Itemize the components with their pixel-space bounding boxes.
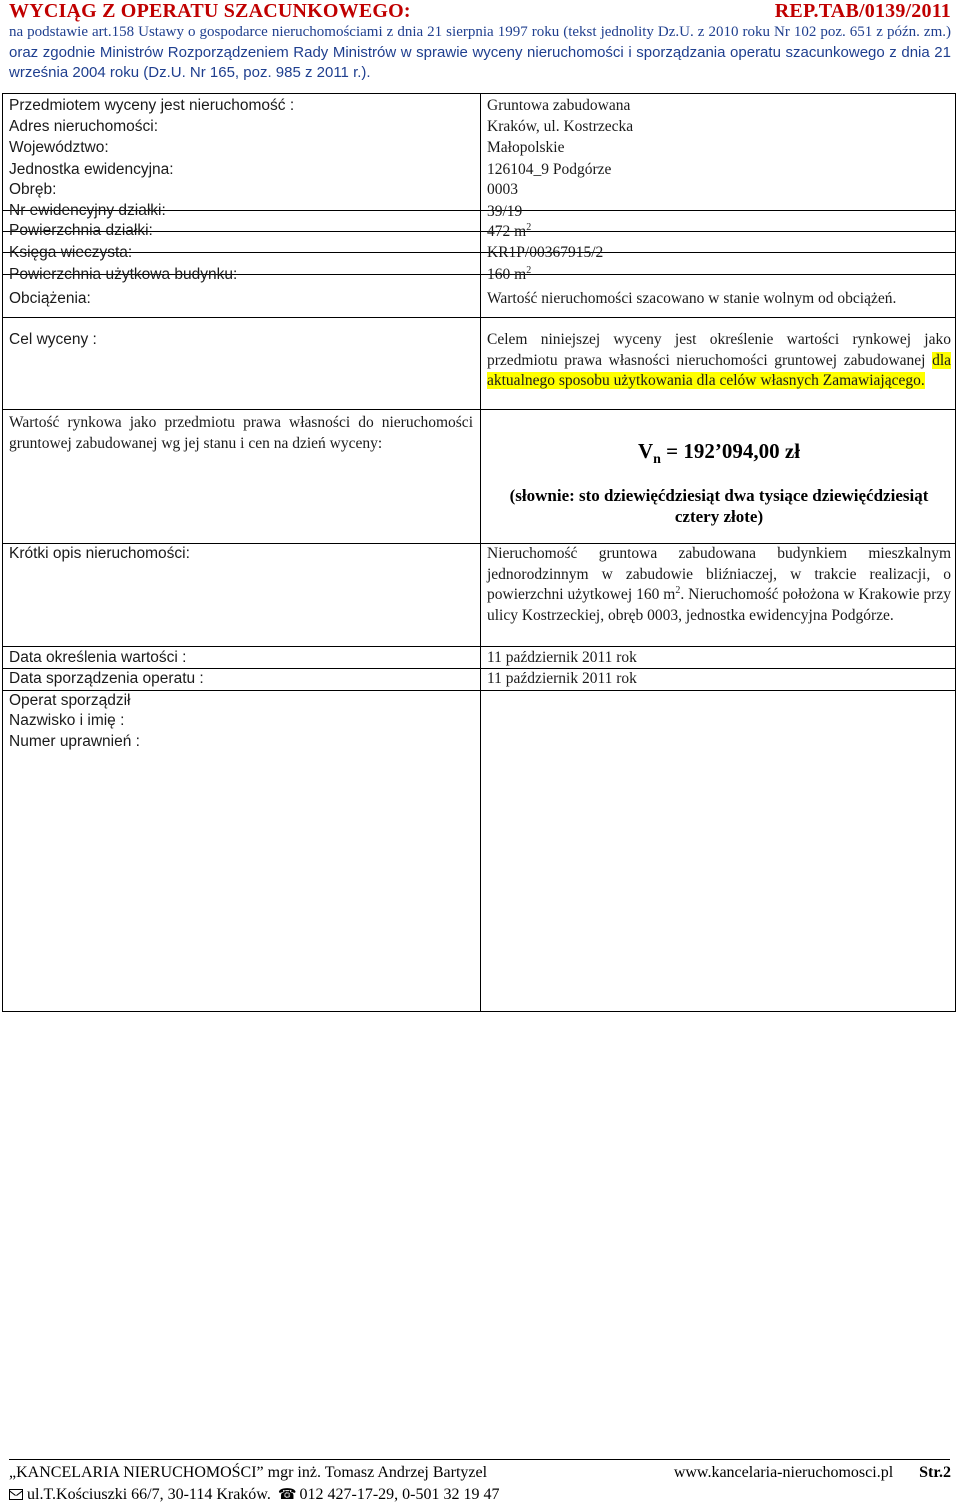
- row-divider: [3, 690, 955, 691]
- precinct-label: Obręb:: [9, 181, 57, 198]
- name-label: Nazwisko i imię :: [9, 712, 125, 729]
- prepared-by-label: Operat sporządził: [9, 692, 131, 709]
- subject-value: Gruntowa zabudowana: [487, 97, 631, 114]
- legal-basis: [9, 23, 951, 84]
- website-link[interactable]: www.kancelaria-nieruchomosci.pl: [673, 1464, 894, 1481]
- row-divider: [3, 409, 955, 410]
- encumbrances-label: Obciążenia:: [9, 290, 91, 307]
- market-value-label: Wartość rynkowa jako przedmiotu prawa własności do nieruchomości gruntowej zabudowanej wg jej stanu i cen na dzień wyceny:: [9, 414, 473, 452]
- document-header: [9, 0, 951, 84]
- footer-office-row: [9, 1462, 951, 1484]
- report-date-value: 11 październik 2011 rok: [487, 670, 637, 687]
- usable-area-number: 160 m: [487, 266, 527, 283]
- plot-area-value: [487, 222, 531, 243]
- market-value-subscript: n: [653, 452, 661, 468]
- voivodeship-label: Województwo:: [9, 139, 109, 156]
- phone-icon: ☎: [277, 1487, 297, 1503]
- precinct-value: 0003: [487, 181, 518, 198]
- license-label: Numer uprawnień :: [9, 733, 140, 750]
- valuation-date-label: Data określenia wartości :: [9, 649, 187, 666]
- office-address: ul.T.Kościuszki 66/7, 30-114 Kraków.: [27, 1486, 271, 1503]
- legal-basis-part2: oraz zgodnie Ministrów Rozporządzeniem Rady Ministrów w sprawie wyceny nieruchomości i sporządzania operatu szacunkowego z dnia 21 września 2004 roku (Dz.U. Nr 165, poz. 985 z 2011 r.).: [9, 43, 951, 81]
- report-date-label: Data sporządzenia operatu :: [9, 670, 204, 687]
- purpose-highlight: dla aktualnego sposobu użytkowania dla celów własnych Zamawiającego.: [487, 351, 951, 389]
- legal-basis-part1: na podstawie art.158 Ustawy o gospodarce nieruchomościami z dnia 21 sierpnia 1997 roku (tekst jednolity Dz.U. z 2010 roku Nr 102 poz. 651 z późn. zm.): [9, 24, 951, 40]
- usable-area-label: Powierzchnia użytkowa budynku:: [9, 266, 238, 283]
- market-value-in-words: (słownie: sto dziewięćdziesiąt dwa tysiące dziewięćdziesiąt cztery złote): [509, 486, 929, 527]
- encumbrances-value: Wartość nieruchomości szacowano w stanie wolnym od obciążeń.: [487, 290, 897, 307]
- plot-area-unit-exponent: 2: [526, 221, 532, 233]
- office-phones: 012 427-17-29, 0-501 32 19 47: [299, 1486, 500, 1503]
- valuation-date-value: 11 październik 2011 rok: [487, 649, 637, 666]
- market-value-amount: [487, 438, 951, 473]
- plot-area-number: 472 m: [487, 223, 527, 240]
- purpose-label: Cel wyceny :: [9, 331, 97, 348]
- usable-area-value: [487, 265, 531, 286]
- page-number: Str.2: [919, 1464, 951, 1481]
- footer-divider: [9, 1459, 950, 1460]
- mail-icon: [9, 1489, 23, 1500]
- plot-number-label: Nr ewidencyjny działki:: [9, 202, 166, 219]
- description-value: [487, 544, 951, 626]
- row-divider: [3, 646, 955, 647]
- office-name: „KANCELARIA NIERUCHOMOŚCI” mgr inż. Tomasz Andrzej Bartyzel: [9, 1464, 488, 1481]
- market-value-number: = 192’094,00 zł: [660, 439, 801, 463]
- footer-contact-row: [9, 1484, 951, 1506]
- valuation-summary-table: [2, 93, 956, 1012]
- header-title-row: [9, 0, 951, 22]
- market-value-symbol: V: [637, 439, 654, 463]
- land-register-label: Księga wieczysta:: [9, 244, 133, 261]
- land-register-value: KR1P/00367915/2: [487, 244, 604, 261]
- description-label: Krótki opis nieruchomości:: [9, 545, 190, 562]
- row-divider: [3, 317, 955, 318]
- unit-label: Jednostka ewidencyjna:: [9, 161, 174, 178]
- description-text: Nieruchomość gruntowa zabudowana budynkiem mieszkalnym jednorodzinnym w zabudowie bliźniaczej, w trakcie realizacji, o powierzchni użytkowej 160 m: [487, 545, 951, 603]
- subject-label: Przedmiotem wyceny jest nieruchomość :: [9, 97, 295, 114]
- purpose-value: [487, 330, 951, 392]
- document-title: WYCIĄG Z OPERATU SZACUNKOWEGO:: [9, 0, 411, 22]
- voivodeship-value: Małopolskie: [487, 139, 565, 156]
- row-divider: [3, 252, 955, 253]
- market-value: [487, 438, 951, 527]
- address-value: Kraków, ul. Kostrzecka: [487, 118, 634, 135]
- report-reference: REP.TAB/0139/2011: [774, 0, 951, 22]
- plot-area-label: Powierzchnia działki:: [9, 222, 153, 239]
- usable-area-unit-exponent: 2: [526, 264, 532, 276]
- unit-value: 126104_9 Podgórze: [487, 161, 612, 178]
- description-text-cont: . Nieruchomość położona w Krakowie przy ulicy Kostrzeckiej, obręb 0003, jednostka ewidencyjna Podgórze.: [487, 586, 951, 624]
- plot-number-value: 39/19: [487, 203, 523, 220]
- address-label: Adres nieruchomości:: [9, 118, 159, 135]
- purpose-text: Celem niniejszej wyceny jest określenie wartości rynkowej jako przedmiotu prawa własności nieruchomości gruntowej zabudowanej: [487, 331, 951, 369]
- description-area-exponent: 2: [675, 584, 681, 596]
- footer-right: [674, 1462, 951, 1484]
